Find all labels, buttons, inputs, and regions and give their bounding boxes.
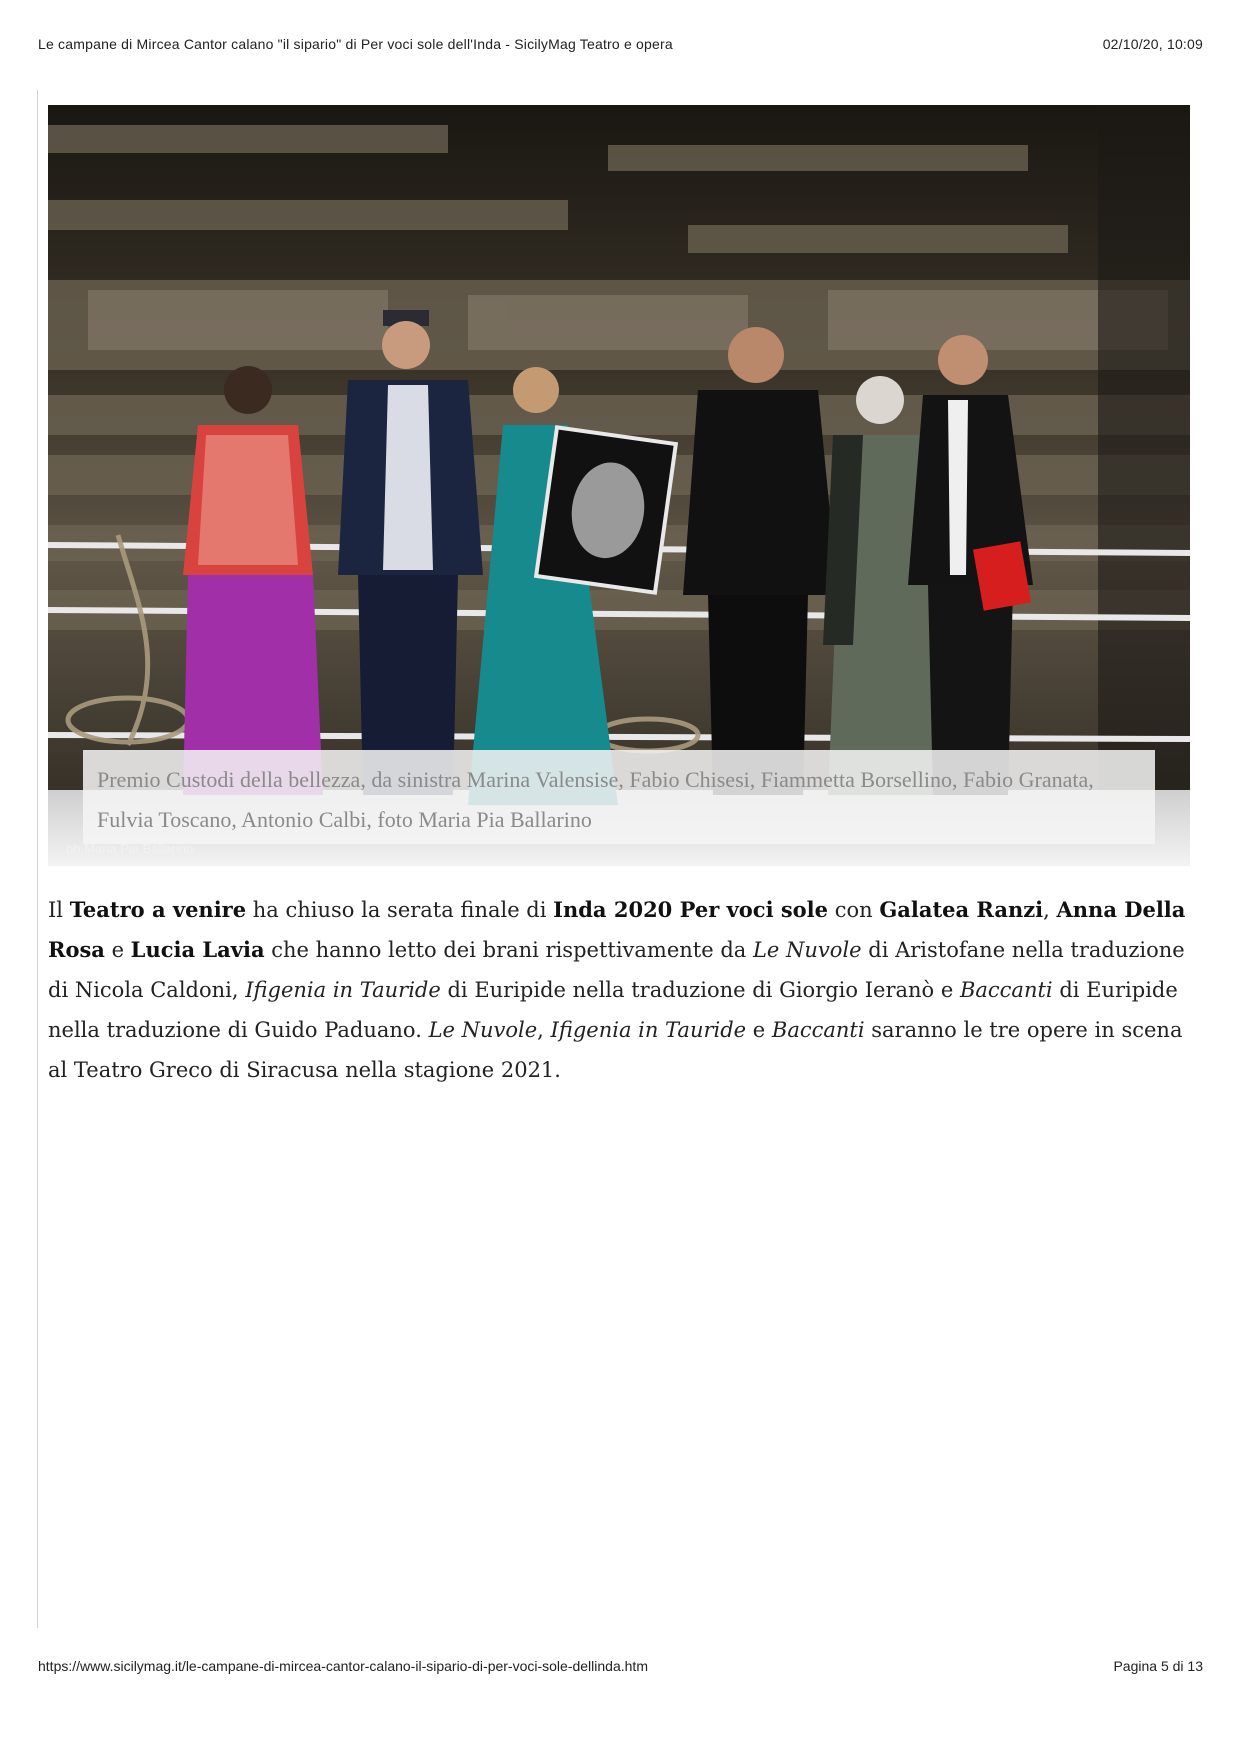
print-header bbox=[38, 36, 1203, 56]
text-run: con bbox=[828, 898, 880, 922]
italic-title: Ifigenia in Tauride bbox=[550, 1018, 747, 1042]
bold-text: Teatro a venire bbox=[69, 897, 247, 922]
italic-title: Ifigenia in Tauride bbox=[245, 978, 441, 1002]
text-run: di Euripide nella traduzione di Giorgio Ieranò e bbox=[440, 978, 960, 1002]
left-margin-rule bbox=[37, 90, 38, 1628]
italic-title: Baccanti bbox=[771, 1018, 865, 1042]
text-run: , bbox=[1043, 898, 1057, 922]
text-run: ha chiuso la serata finale di bbox=[246, 898, 554, 922]
bold-text: Anna Della Rosa bbox=[48, 897, 1186, 962]
print-footer bbox=[38, 1658, 1203, 1678]
page-indicator: Pagina 5 di 13 bbox=[1113, 1658, 1203, 1674]
bold-text: Galatea Ranzi bbox=[879, 897, 1044, 922]
page-url: https://www.sicilymag.it/le-campane-di-mircea-cantor-calano-il-sipario-di-per-voci-sole-dellinda.htm bbox=[38, 1658, 648, 1674]
photo-credit: ph.Maria Pia Ballarino bbox=[66, 841, 194, 856]
article-body bbox=[48, 890, 1198, 1090]
text-run: e bbox=[104, 938, 131, 962]
bold-text: Inda 2020 Per voci sole bbox=[553, 897, 829, 922]
text-run: di Aristofane nella traduzione di Nicola Caldoni, bbox=[48, 938, 1185, 1002]
print-datetime: 02/10/20, 10:09 bbox=[1102, 36, 1203, 52]
text-run: e bbox=[746, 1018, 772, 1042]
text-run: Il bbox=[48, 898, 70, 922]
page-title: Le campane di Mircea Cantor calano "il sipario" di Per voci sole dell'Inda - SicilyMag Teatro e opera bbox=[38, 36, 673, 52]
italic-title: Le Nuvole bbox=[752, 938, 862, 962]
article-photo bbox=[48, 105, 1190, 866]
article-paragraph bbox=[48, 890, 1198, 1090]
text-run: che hanno letto dei brani rispettivamente da bbox=[264, 938, 753, 962]
photo-caption: Premio Custodi della bellezza, da sinistra Marina Valensise, Fabio Chisesi, Fiammetta Borsellino, Fabio Granata, Fulvia Toscano, Antonio Calbi, foto Maria Pia Ballarino bbox=[83, 750, 1155, 844]
text-run: , bbox=[537, 1018, 551, 1042]
italic-title: Baccanti bbox=[959, 978, 1053, 1002]
text-run: saranno le tre opere in scena al Teatro Greco di Siracusa nella stagione 2021. bbox=[48, 1018, 1183, 1082]
text-run: di Euripide nella traduzione di Guido Paduano. bbox=[48, 978, 1178, 1042]
italic-title: Le Nuvole bbox=[428, 1018, 538, 1042]
bold-text: Lucia Lavia bbox=[130, 937, 265, 962]
